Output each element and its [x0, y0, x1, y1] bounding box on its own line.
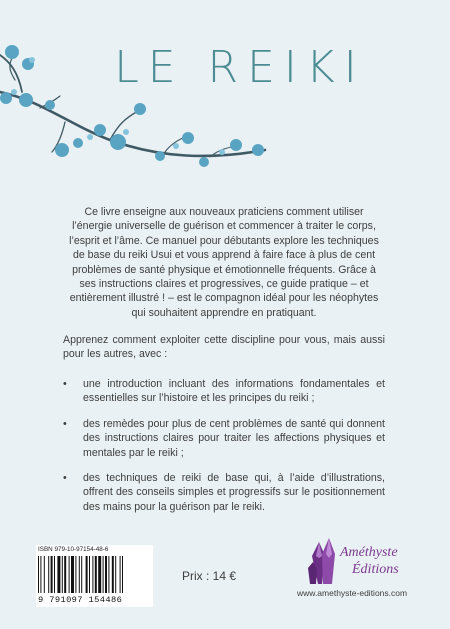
barcode-icon: [38, 556, 150, 593]
isbn-label: ISBN 979-10-97154-48-6: [38, 546, 109, 553]
list-item: • des remèdes pour plus de cent problèmes de santé qui donnent des instructions claires pour traiter les affections physiques et mentales par le reiki ;: [63, 417, 385, 459]
book-description: Ce livre enseigne aux nouveaux praticiens comment utiliser l’énergie universelle de guérison et commencer à traiter le corps, l’esprit et l’âme. Ce manuel pour débutants explore les techniques de base du reiki Usui et vous apprend à faire face à plus de cent problèmes de santé physique et émotionnelle fréquents. Grâce à ses instructions claires et progressives, ce guide pratique – et entièrement illustré ! – est le compagnon idéal pour les néophytes qui souhaitent apprendre en pratiquant.: [69, 206, 379, 319]
bullet-icon: •: [63, 472, 67, 485]
list-item: • des techniques de reiki de base qui, à l’aide d’illustrations, offrent des conseils simples et progressifs sur le positionnement des mains pour la guérison par le reiki.: [63, 472, 385, 513]
intro-paragraph: Apprenez comment exploiter cette discipline pour vous, mais aussi pour les autres, avec :: [63, 334, 385, 361]
crystal-icon: [308, 536, 338, 584]
publisher-name: Améthyste: [340, 545, 398, 560]
bullet-icon: •: [63, 378, 67, 390]
cherry-blossom-branch-illustration: [0, 0, 280, 190]
book-title: LE REIKI: [114, 42, 366, 93]
list-item: • une introduction incluant des informations fondamentales et essentielles sur l’histoire et les principes du reiki ;: [63, 378, 385, 405]
feature-list: [63, 377, 385, 525]
ean-digits: 9 791097 154486: [38, 595, 123, 605]
publisher-website: www.amethyste-editions.com: [297, 588, 408, 598]
bullet-icon: •: [63, 417, 67, 430]
publisher-subtitle: Éditions: [352, 562, 399, 577]
price-label: Prix : 14 €: [182, 569, 237, 583]
barcode-block: [36, 545, 153, 607]
